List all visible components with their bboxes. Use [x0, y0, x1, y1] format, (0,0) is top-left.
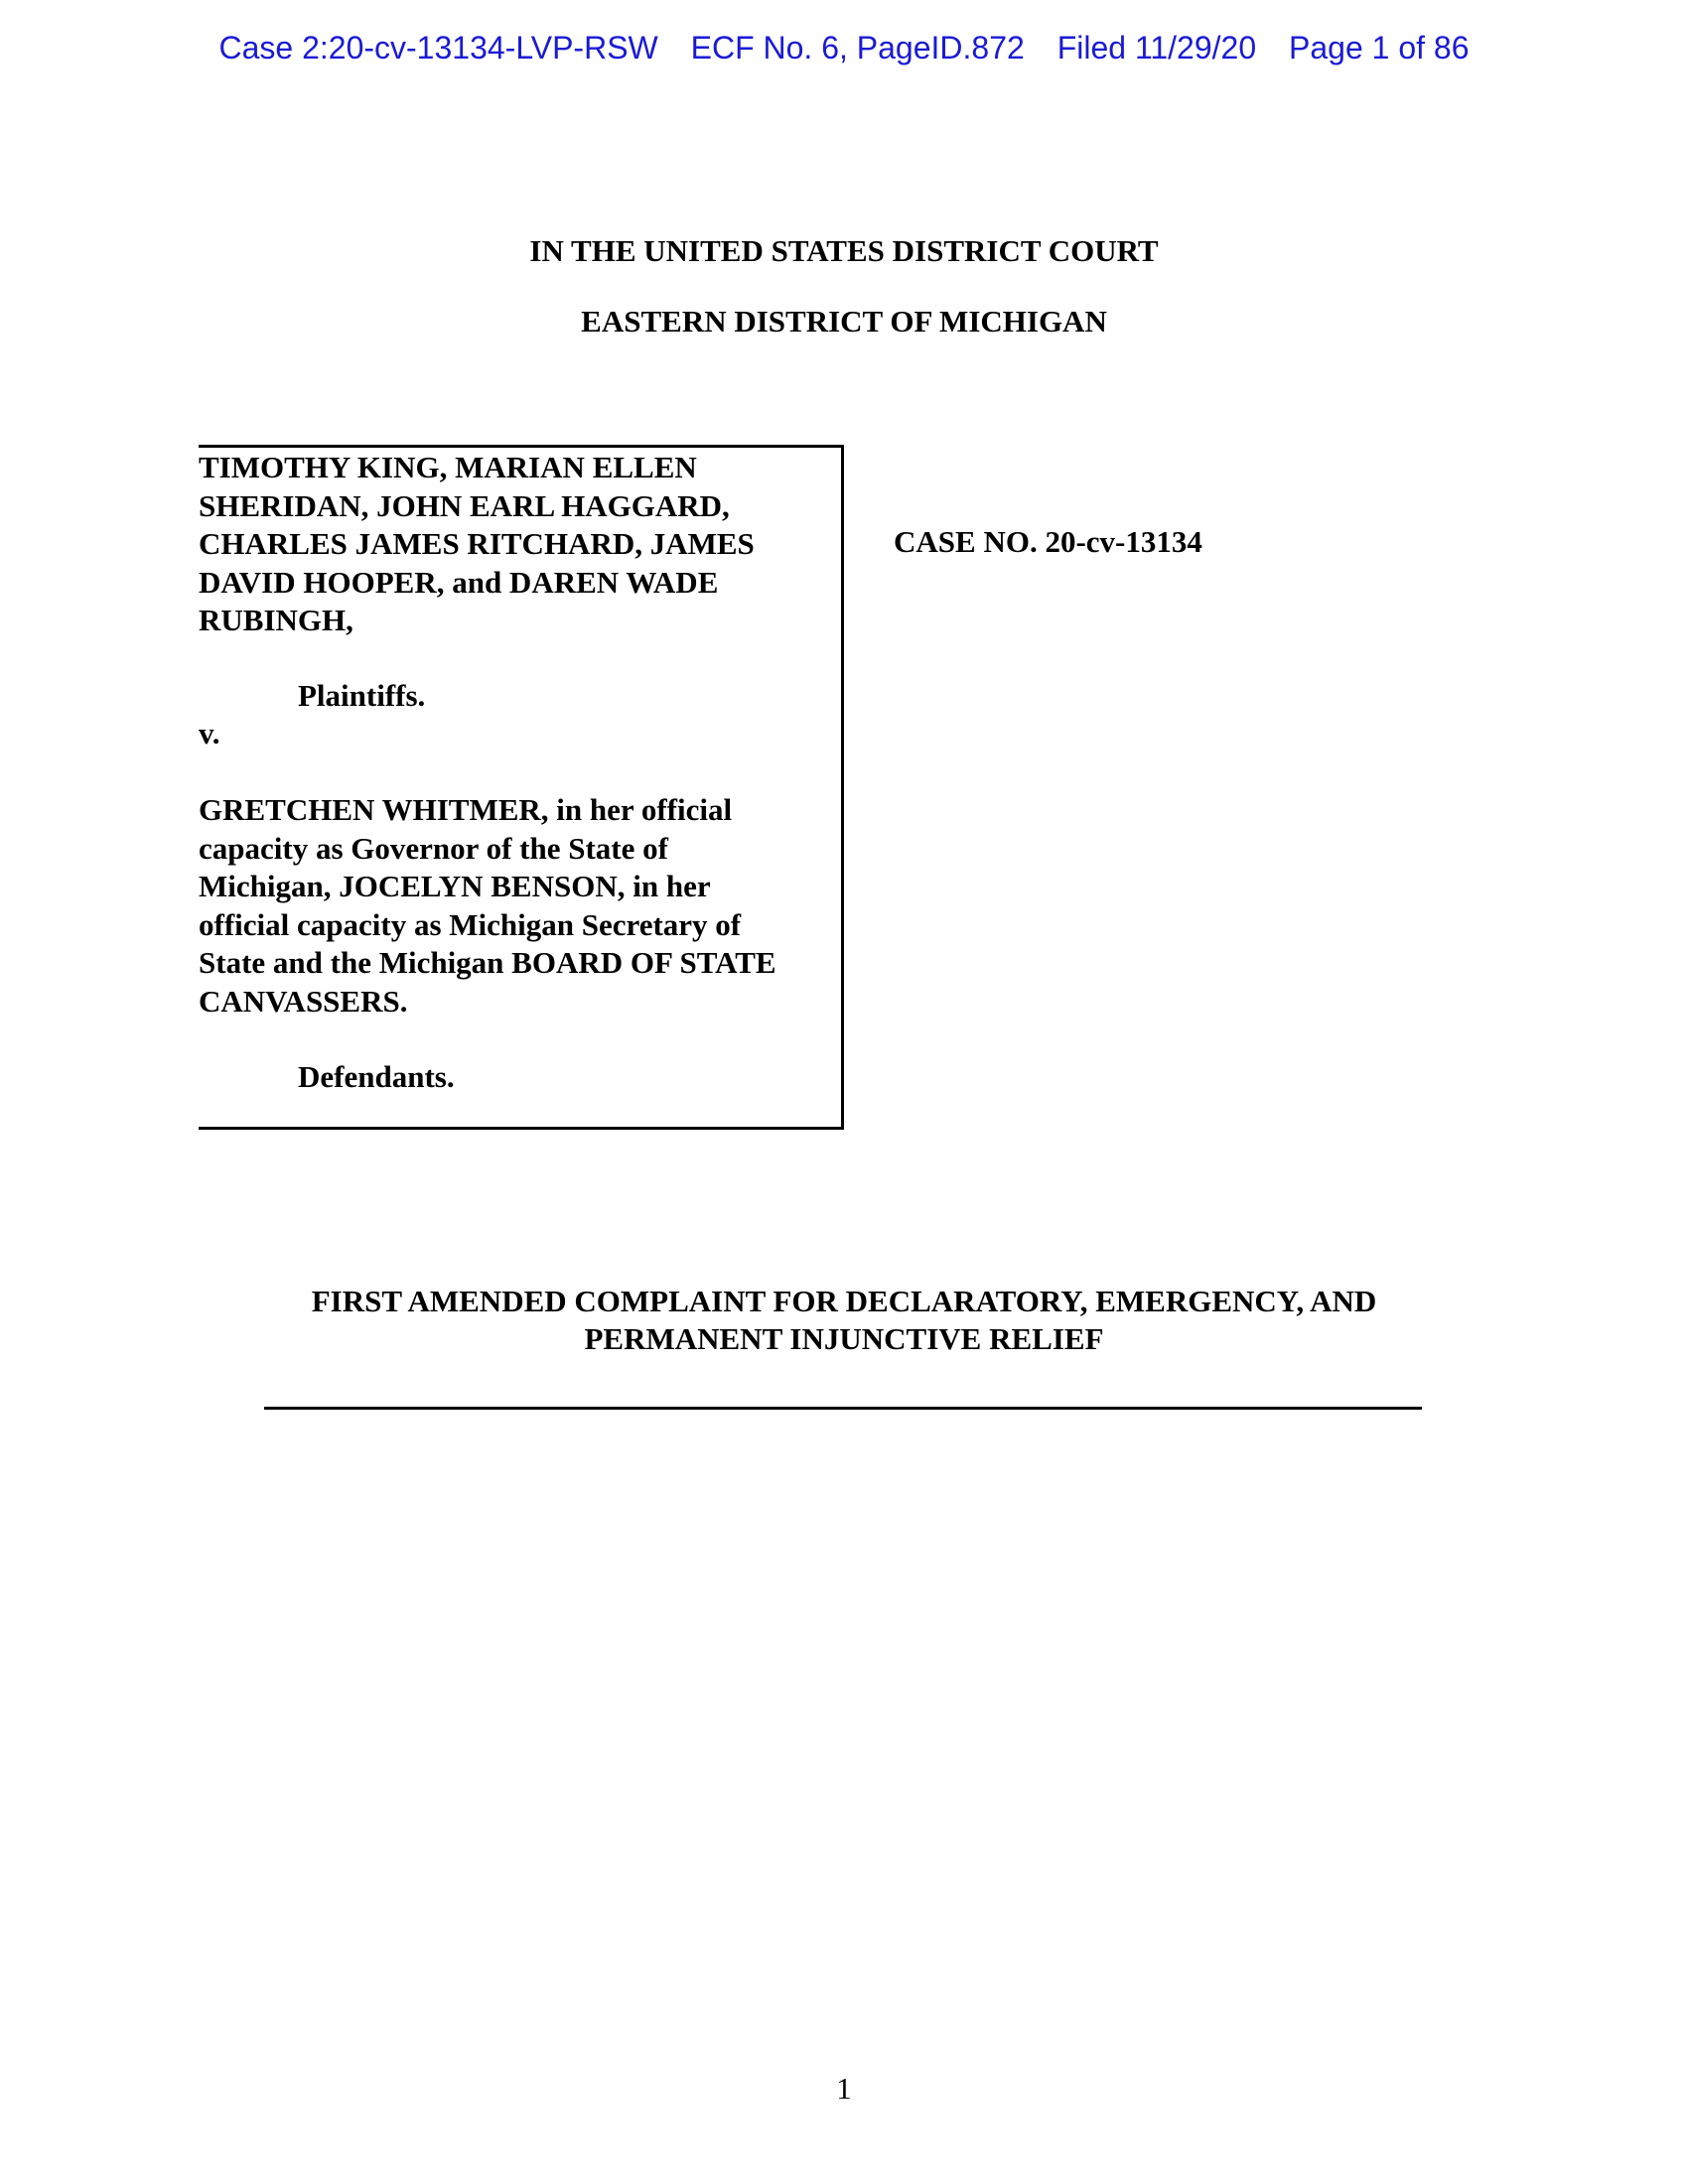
defendants-line: official capacity as Michigan Secretary of: [199, 906, 742, 942]
plaintiffs-line: TIMOTHY KING, MARIAN ELLEN: [199, 450, 697, 484]
defendants-line: capacity as Governor of the State of: [199, 830, 668, 866]
document-title-line-1: FIRST AMENDED COMPLAINT FOR DECLARATORY, EMERGENCY, AND: [311, 1284, 1377, 1318]
plaintiffs-label: Plaintiffs.: [298, 678, 426, 713]
page-number: 1: [836, 2071, 852, 2106]
stamp-ecf-page-id: ECF No. 6, PageID.872: [690, 30, 1025, 66]
court-district: EASTERN DISTRICT OF MICHIGAN: [581, 304, 1107, 339]
defendants-line: GRETCHEN WHITMER, in her official: [199, 792, 733, 827]
plaintiffs-names: [199, 449, 834, 640]
stamp-page-count: Page 1 of 86: [1289, 30, 1470, 66]
defendants-line: Michigan, JOCELYN BENSON, in her: [199, 869, 711, 903]
stamp-case-number: Case 2:20-cv-13134-LVP-RSW: [218, 30, 658, 66]
plaintiffs-line: CHARLES JAMES RITCHARD, JAMES: [199, 526, 755, 561]
defendants-line: State and the Michigan BOARD OF STATE: [199, 945, 776, 980]
title-underline-rule: [264, 1407, 1422, 1410]
defendants-label: Defendants.: [298, 1059, 455, 1094]
versus-label: v.: [199, 716, 220, 751]
court-name: IN THE UNITED STATES DISTRICT COURT: [529, 233, 1159, 268]
ecf-header-stamp: [0, 30, 1688, 67]
defendants-names: [199, 791, 834, 1021]
defendants-line: CANVASSERS.: [199, 983, 408, 1019]
plaintiffs-line: RUBINGH,: [199, 603, 353, 637]
case-number: CASE NO. 20-cv-13134: [894, 524, 1202, 559]
document-title-line-2: PERMANENT INJUNCTIVE RELIEF: [584, 1321, 1104, 1356]
plaintiffs-line: DAVID HOOPER, and DAREN WADE: [199, 564, 719, 600]
stamp-filed-date: Filed 11/29/20: [1056, 30, 1257, 66]
plaintiffs-line: SHERIDAN, JOHN EARL HAGGARD,: [199, 487, 730, 523]
